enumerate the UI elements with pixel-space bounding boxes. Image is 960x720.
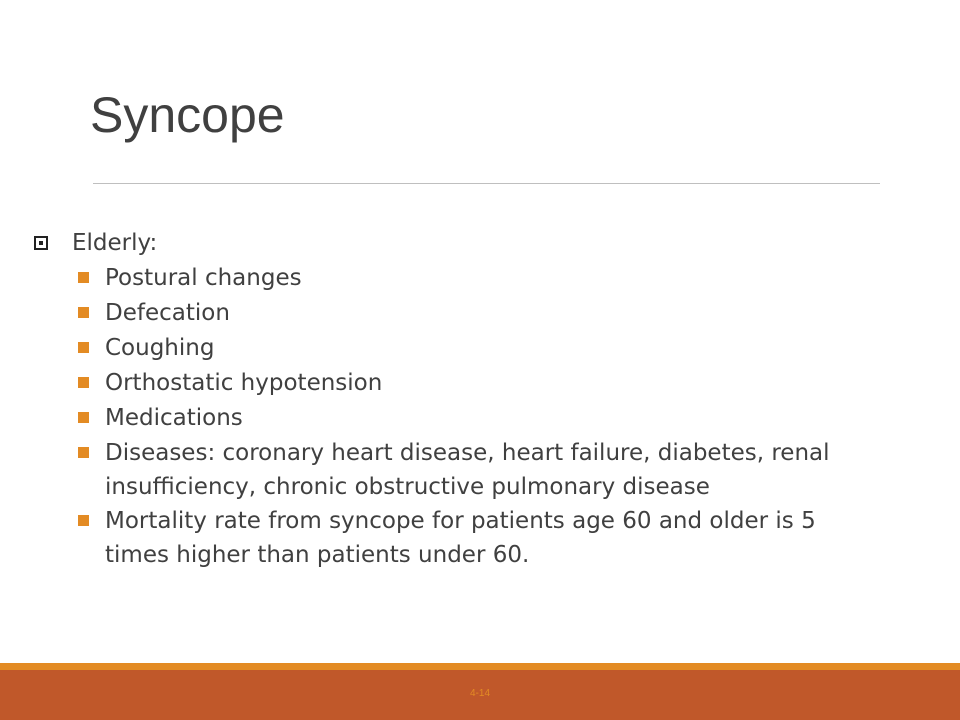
sub-bullet-item [78, 296, 884, 331]
sub-bullet-text: Orthostatic hypotension [105, 370, 383, 396]
sub-bullet-item [78, 401, 884, 436]
footer-accent-line [0, 663, 960, 670]
slide-title: Syncope [90, 87, 285, 143]
slide-content [34, 226, 884, 572]
orange-square-bullet-icon [78, 412, 89, 423]
orange-square-bullet-icon [78, 377, 89, 388]
sub-bullet-text: Diseases: coronary heart disease, heart failure, diabetes, renal insufficiency, chronic obstructive pulmonary disease [105, 440, 830, 500]
sub-bullet-item [78, 504, 884, 572]
bullet-elderly [34, 226, 884, 261]
sub-bullet-text: Defecation [105, 300, 230, 326]
title-divider [93, 183, 880, 184]
sub-bullet-text: Medications [105, 405, 243, 431]
bullet-label: Elderly: [72, 230, 158, 256]
sub-bullet-text: Mortality rate from syncope for patients age 60 and older is 5 times higher than patients under 60. [105, 508, 816, 568]
page-number: 4-14 [469, 688, 490, 699]
orange-square-bullet-icon [78, 342, 89, 353]
sub-bullet-item [78, 261, 884, 296]
orange-square-bullet-icon [78, 515, 89, 526]
sub-bullet-list [34, 261, 884, 572]
orange-square-bullet-icon [78, 307, 89, 318]
sub-bullet-text: Coughing [105, 335, 215, 361]
sub-bullet-item [78, 331, 884, 366]
orange-square-bullet-icon [78, 272, 89, 283]
square-bullet-icon [34, 236, 48, 250]
sub-bullet-text: Postural changes [105, 265, 302, 291]
sub-bullet-item [78, 436, 884, 504]
sub-bullet-item [78, 366, 884, 401]
orange-square-bullet-icon [78, 447, 89, 458]
